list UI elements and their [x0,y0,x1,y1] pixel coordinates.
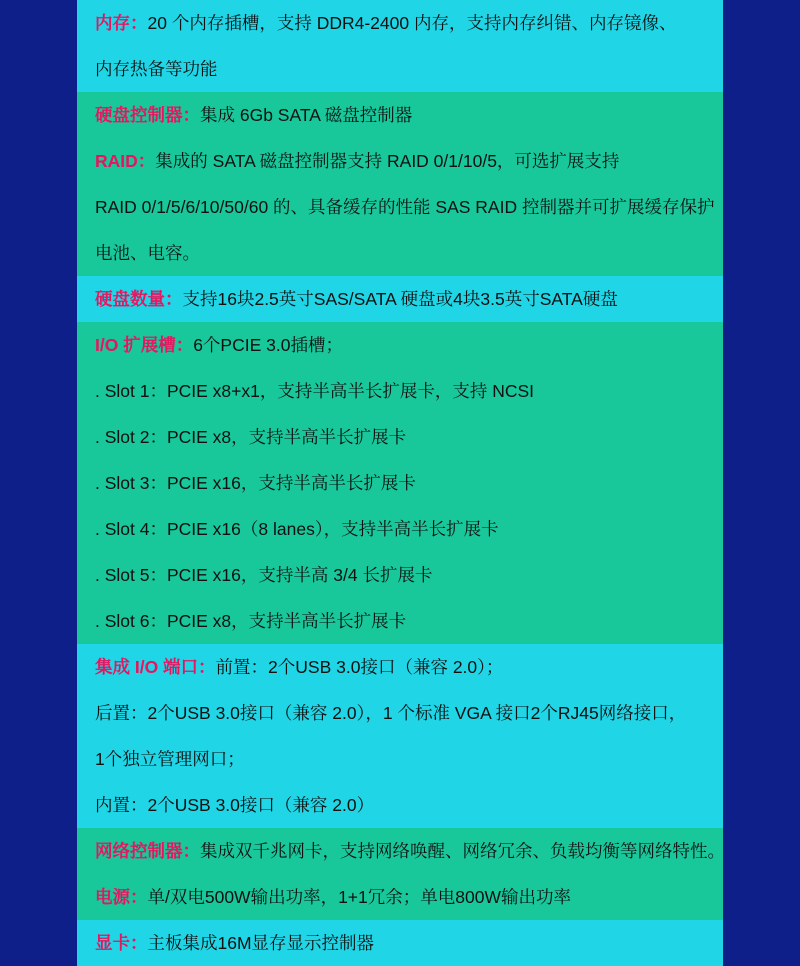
spec-text-disk-count: 支持16块2.5英寸SAS/SATA 硬盘或4块3.5英寸SATA硬盘 [182,289,618,309]
spec-row-graphics [77,920,723,966]
spec-label-disk-count: 硬盘数量： [95,289,183,309]
spec-row-slot-4 [77,506,723,552]
spec-row-slot-2 [77,414,723,460]
spec-label-memory-1: 内存： [95,13,148,33]
spec-text-memory-2: 内存热备等功能 [95,59,218,79]
spec-text-io-port-1: 前置：2个USB 3.0接口（兼容 2.0）； [215,657,504,677]
spec-row-disk-controller [77,92,723,138]
spec-row-io-port-1 [77,644,723,690]
spec-row-disk-count [77,276,723,322]
spec-row-io-port-3 [77,736,723,782]
left-margin [0,0,77,800]
spec-text-io-port-3: 1个独立管理网口； [95,749,245,769]
spec-text-slot-6: . Slot 6：PCIE x8，支持半高半长扩展卡 [95,611,407,631]
spec-text-disk-controller: 集成 6Gb SATA 磁盘控制器 [200,105,413,125]
spec-text-memory-1: 20 个内存插槽，支持 DDR4-2400 内存，支持内存纠错、内存镜像、 [147,13,677,33]
spec-row-slot-3 [77,460,723,506]
spec-text-slot-1: . Slot 1：PCIE x8+x1，支持半高半长扩展卡，支持 NCSI [95,381,535,401]
spec-row-memory-1 [77,0,723,46]
spec-label-io-slot: I/O 扩展槽： [95,335,194,355]
spec-row-io-slot [77,322,723,368]
spec-label-raid-1: RAID： [95,151,156,171]
spec-row-raid-3 [77,230,723,276]
spec-row-memory-2 [77,46,723,92]
spec-row-io-port-2 [77,690,723,736]
spec-label-disk-controller: 硬盘控制器： [95,105,200,125]
spec-text-slot-5: . Slot 5：PCIE x16，支持半高 3/4 长扩展卡 [95,565,433,585]
spec-label-io-port-1: 集成 I/O 端口： [95,657,216,677]
spec-row-power [77,874,723,920]
spec-row-slot-1 [77,368,723,414]
spec-row-raid-2 [77,184,723,230]
spec-row-slot-5 [77,552,723,598]
spec-text-slot-3: . Slot 3：PCIE x16，支持半高半长扩展卡 [95,473,416,493]
spec-label-network-controller: 网络控制器： [95,841,200,861]
spec-text-io-port-4: 内置：2个USB 3.0接口（兼容 2.0） [95,795,375,815]
spec-row-io-port-4 [77,782,723,828]
spec-text-slot-2: . Slot 2：PCIE x8，支持半高半长扩展卡 [95,427,407,447]
spec-text-raid-1: 集成的 SATA 磁盘控制器支持 RAID 0/1/10/5，可选扩展支持 [155,151,620,171]
spec-text-io-port-2: 后置：2个USB 3.0接口（兼容 2.0），1 个标准 VGA 接口2个RJ45网络接口， [95,703,687,723]
spec-row-slot-6 [77,598,723,644]
right-margin [723,0,800,800]
spec-text-raid-2: RAID 0/1/5/6/10/50/60 的、具备缓存的性能 SAS RAID 控制器并可扩展缓存保护 [95,197,715,217]
spec-text-io-slot: 6个PCIE 3.0插槽； [193,335,343,355]
spec-text-power: 单/双电500W输出功率，1+1冗余；单电800W输出功率 [147,887,571,907]
spec-text-graphics: 主板集成16M显存显示控制器 [147,933,375,953]
spec-text-slot-4: . Slot 4：PCIE x16（8 lanes），支持半高半长扩展卡 [95,519,499,539]
spec-row-network-controller [77,828,723,874]
spec-text-network-controller: 集成双千兆网卡，支持网络唤醒、网络冗余、负载均衡等网络特性。 [200,841,725,861]
spec-text-raid-3: 电池、电容。 [95,243,200,263]
spec-label-power: 电源： [95,887,148,907]
spec-row-raid-1 [77,138,723,184]
spec-label-graphics: 显卡： [95,933,148,953]
spec-sheet [77,0,723,966]
